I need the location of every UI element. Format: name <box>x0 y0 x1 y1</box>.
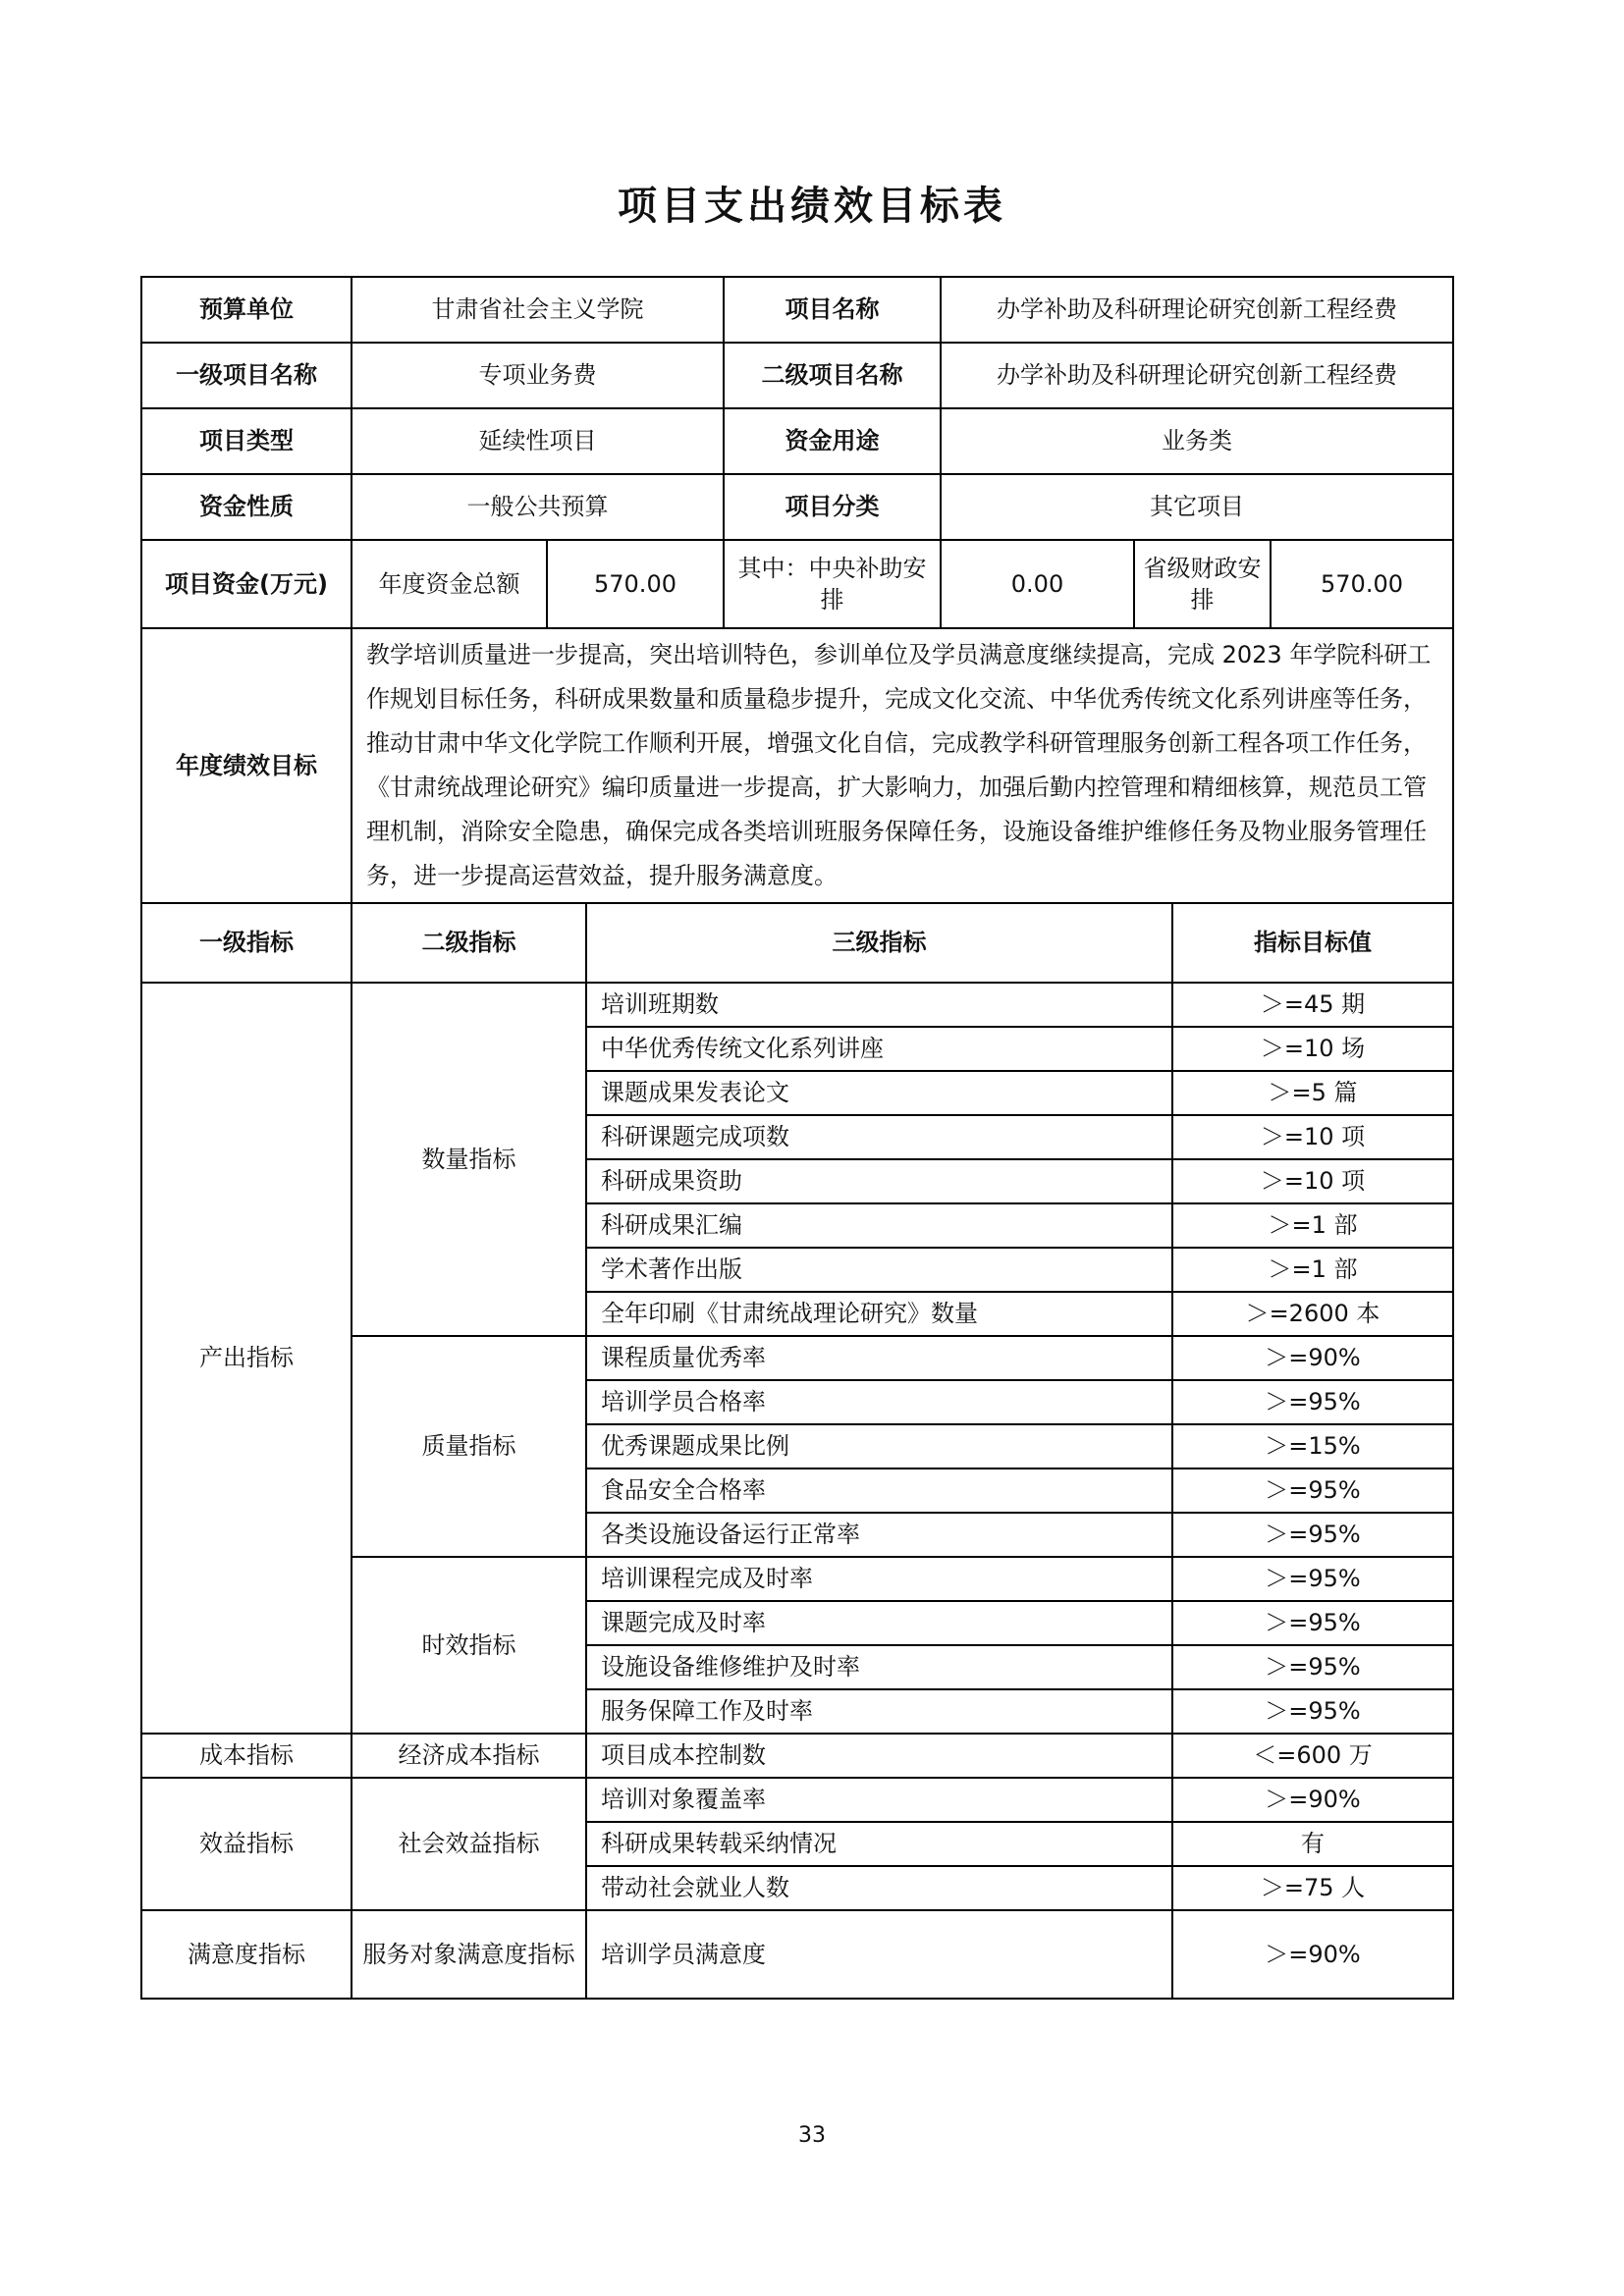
indicator-target: ＞=75 人 <box>1172 1866 1453 1910</box>
indicator-target: ＞=5 篇 <box>1172 1071 1453 1115</box>
indicator-target: ＞=90% <box>1172 1910 1453 1999</box>
group-output: 产出指标 <box>141 983 352 1734</box>
indicator-name: 全年印刷《甘肃统战理论研究》数量 <box>586 1292 1172 1336</box>
indicator-name: 设施设备维修维护及时率 <box>586 1645 1172 1689</box>
indicator-target: ＜=600 万 <box>1172 1734 1453 1778</box>
indicator-target: ＞=95% <box>1172 1645 1453 1689</box>
project-category-value: 其它项目 <box>941 474 1453 540</box>
provincial-label: 省级财政安排 <box>1134 540 1271 628</box>
indicator-target: ＞=1 部 <box>1172 1203 1453 1248</box>
indicator-target: ＞=95% <box>1172 1557 1453 1601</box>
budget-unit-value: 甘肃省社会主义学院 <box>352 277 724 343</box>
annual-goal-text: 教学培训质量进一步提高，突出培训特色，参训单位及学员满意度继续提高，完成 2023 年学院科研工作规划目标任务，科研成果数量和质量稳步提升，完成文化交流、中华优秀传统文化系列讲座等任务，推动甘肃中华文化学院工作顺利开展，增强文化自信，完成教学科研管理服务创新工程各项工作任务，《甘肃统战理论研究》编印质量进一步提高，扩大影响力，加强后勤内控管理和精细核算，规范员工管理机制，消除安全隐患，确保完成各类培训班服务保障任务，设施设备维护维修任务及物业服务管理任务，进一步提高运营效益，提升服务满意度。 <box>352 628 1453 903</box>
indicator-target: ＞=95% <box>1172 1468 1453 1513</box>
indicator-name: 培训学员满意度 <box>586 1910 1172 1999</box>
indicator-name: 课题完成及时率 <box>586 1601 1172 1645</box>
header-level1: 一级指标 <box>141 903 352 983</box>
indicator-target: ＞=95% <box>1172 1513 1453 1557</box>
subgroup-quality: 质量指标 <box>352 1336 586 1557</box>
indicator-target: ＞=10 项 <box>1172 1159 1453 1203</box>
indicator-name: 课题成果发表论文 <box>586 1071 1172 1115</box>
central-subsidy-label: 其中：中央补助安排 <box>724 540 941 628</box>
indicator-name: 科研成果资助 <box>586 1159 1172 1203</box>
budget-unit-label: 预算单位 <box>141 277 352 343</box>
indicator-name: 服务保障工作及时率 <box>586 1689 1172 1734</box>
level2-name-value: 办学补助及科研理论研究创新工程经费 <box>941 343 1453 408</box>
indicator-name: 带动社会就业人数 <box>586 1866 1172 1910</box>
indicator-target: ＞=2600 本 <box>1172 1292 1453 1336</box>
page-number: 33 <box>798 2123 826 2148</box>
project-info-table <box>140 276 1454 904</box>
annual-goal-label: 年度绩效目标 <box>141 628 352 903</box>
indicator-name: 培训对象覆盖率 <box>586 1778 1172 1822</box>
fund-nature-label: 资金性质 <box>141 474 352 540</box>
group-satisfaction: 满意度指标 <box>141 1910 352 1999</box>
header-level2: 二级指标 <box>352 903 586 983</box>
level2-name-label: 二级项目名称 <box>724 343 941 408</box>
fund-use-value: 业务类 <box>941 408 1453 474</box>
subgroup-timeliness: 时效指标 <box>352 1557 586 1734</box>
indicator-target: ＞=10 项 <box>1172 1115 1453 1159</box>
subgroup-economic-cost: 经济成本指标 <box>352 1734 586 1778</box>
indicator-target: ＞=10 场 <box>1172 1027 1453 1071</box>
provincial-value: 570.00 <box>1271 540 1453 628</box>
header-target: 指标目标值 <box>1172 903 1453 983</box>
funds-label: 项目资金(万元) <box>141 540 352 628</box>
indicator-target: ＞=15% <box>1172 1424 1453 1468</box>
indicator-target: ＞=90% <box>1172 1778 1453 1822</box>
header-level3: 三级指标 <box>586 903 1172 983</box>
indicator-name: 中华优秀传统文化系列讲座 <box>586 1027 1172 1071</box>
indicator-target: ＞=90% <box>1172 1336 1453 1380</box>
indicator-table <box>140 902 1454 2000</box>
indicator-name: 科研成果汇编 <box>586 1203 1172 1248</box>
indicator-target: ＞=95% <box>1172 1689 1453 1734</box>
annual-total-label: 年度资金总额 <box>352 540 547 628</box>
project-type-label: 项目类型 <box>141 408 352 474</box>
group-cost: 成本指标 <box>141 1734 352 1778</box>
level1-name-label: 一级项目名称 <box>141 343 352 408</box>
group-benefit: 效益指标 <box>141 1778 352 1910</box>
indicator-name: 科研成果转载采纳情况 <box>586 1822 1172 1866</box>
indicator-name: 学术著作出版 <box>586 1248 1172 1292</box>
subgroup-service-satisfaction: 服务对象满意度指标 <box>352 1910 586 1999</box>
indicator-target: ＞=95% <box>1172 1601 1453 1645</box>
indicator-name: 项目成本控制数 <box>586 1734 1172 1778</box>
subgroup-social-benefit: 社会效益指标 <box>352 1778 586 1910</box>
subgroup-quantity: 数量指标 <box>352 983 586 1336</box>
annual-total-value: 570.00 <box>547 540 724 628</box>
project-category-label: 项目分类 <box>724 474 941 540</box>
page-title: 项目支出绩效目标表 <box>618 184 1006 229</box>
indicator-name: 培训班期数 <box>586 983 1172 1027</box>
project-name-label: 项目名称 <box>724 277 941 343</box>
level1-name-value: 专项业务费 <box>352 343 724 408</box>
project-type-value: 延续性项目 <box>352 408 724 474</box>
indicator-name: 课程质量优秀率 <box>586 1336 1172 1380</box>
indicator-name: 培训课程完成及时率 <box>586 1557 1172 1601</box>
indicator-target: ＞=95% <box>1172 1380 1453 1424</box>
indicator-target: ＞=45 期 <box>1172 983 1453 1027</box>
central-subsidy-value: 0.00 <box>941 540 1134 628</box>
indicator-name: 各类设施设备运行正常率 <box>586 1513 1172 1557</box>
indicator-name: 培训学员合格率 <box>586 1380 1172 1424</box>
fund-nature-value: 一般公共预算 <box>352 474 724 540</box>
indicator-target: 有 <box>1172 1822 1453 1866</box>
fund-use-label: 资金用途 <box>724 408 941 474</box>
indicator-name: 优秀课题成果比例 <box>586 1424 1172 1468</box>
project-name-value: 办学补助及科研理论研究创新工程经费 <box>941 277 1453 343</box>
indicator-name: 科研课题完成项数 <box>586 1115 1172 1159</box>
indicator-target: ＞=1 部 <box>1172 1248 1453 1292</box>
indicator-name: 食品安全合格率 <box>586 1468 1172 1513</box>
